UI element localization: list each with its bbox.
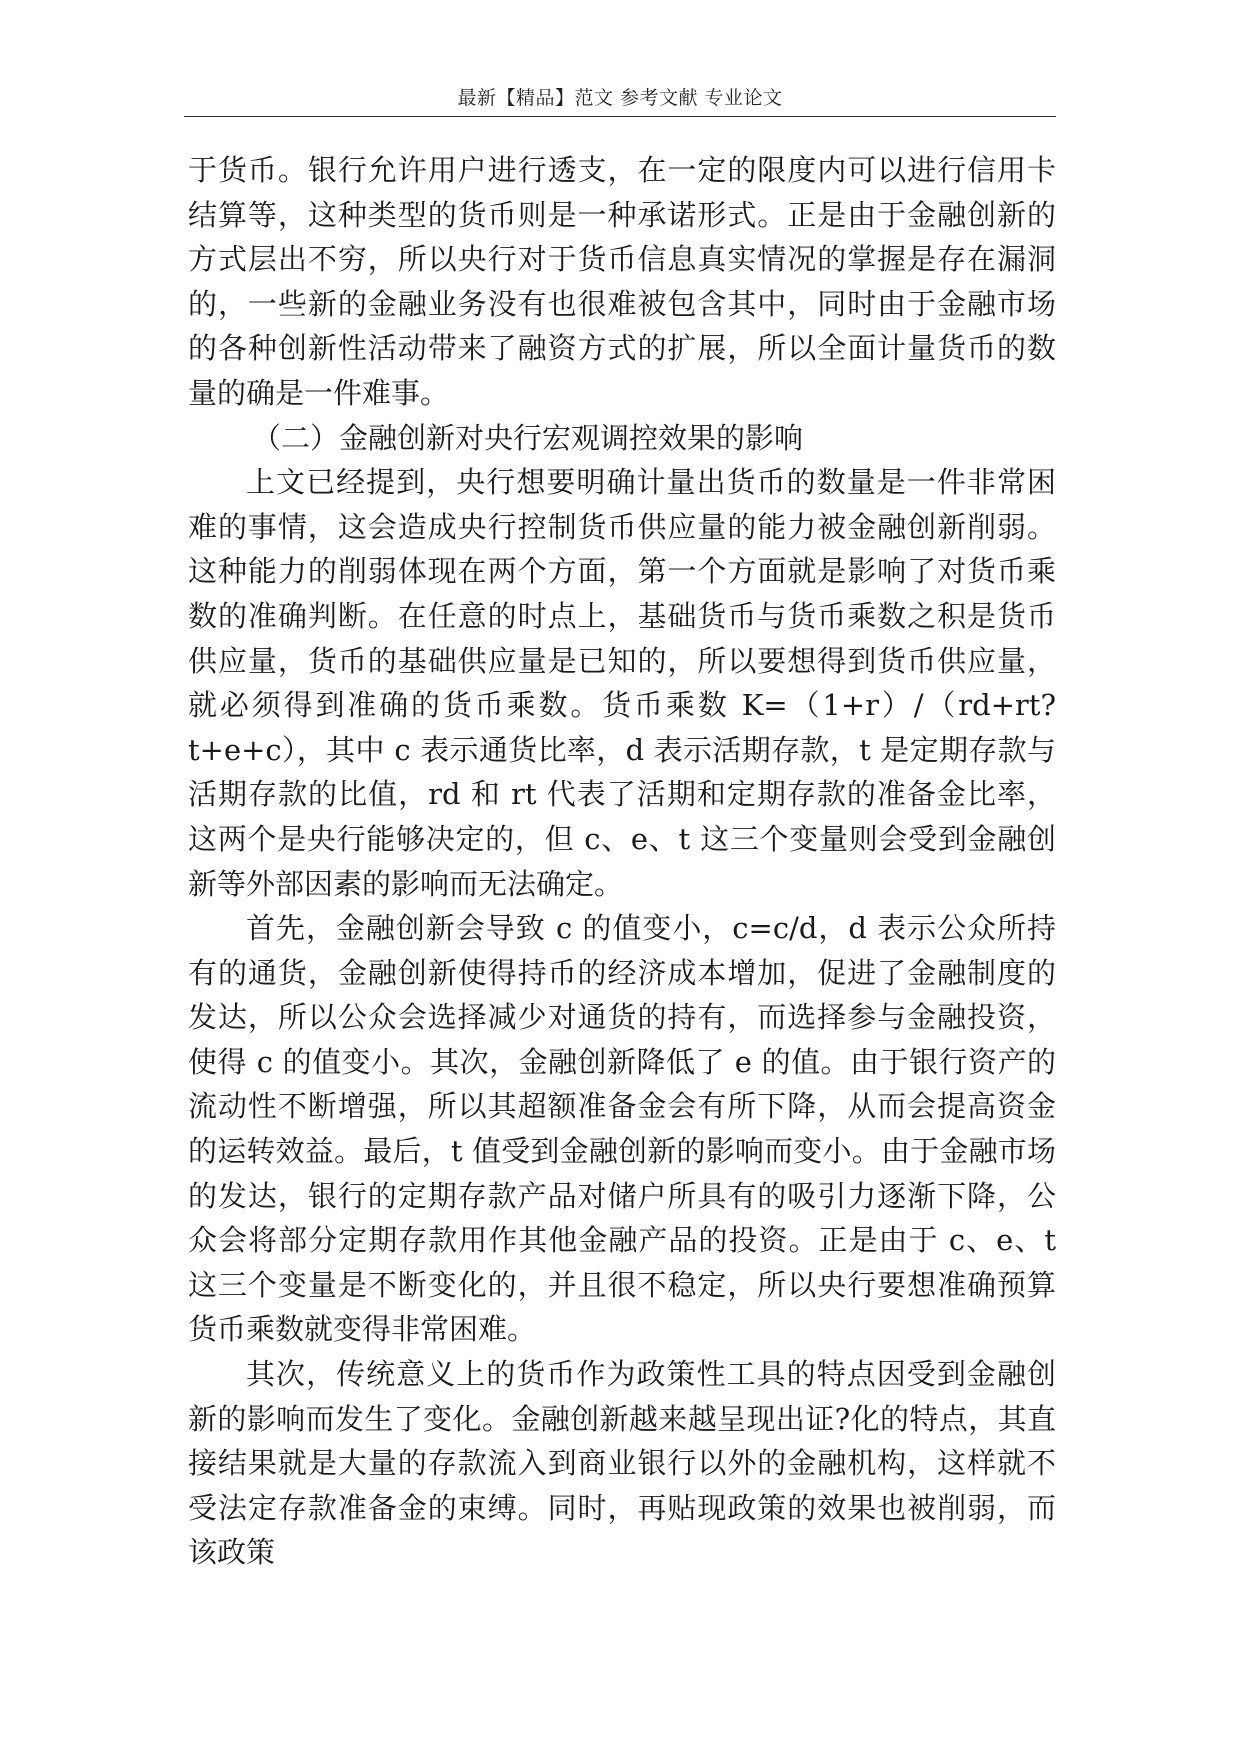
paragraph: 首先，金融创新会导致 c 的值变小，c=c/d，d 表示公众所持有的通货，金融创新使得持币的经济成本增加，促进了金融制度的发达，所以公众会选择减少对通货的持有，而选择参与金融投资，使得 c 的值变小。其次，金融创新降低了 e 的值。由于银行资产的流动性不断增强，所以其超额准备金会有所下降，从而会提高资金的运转效益。最后，t 值受到金融创新的影响而变小。由于金融市场的发达，银行的定期存款产品对储户所具有的吸引力逐渐下降，公众会将部分定期存款用作其他金融产品的投资。正是由于 c、e、t 这三个变量是不断变化的，并且很不稳定，所以央行要想准确预算货币乘数就变得非常困难。 xyxy=(188,911,1056,1347)
header-divider xyxy=(184,116,1056,117)
page-header: 最新【精品】范文 参考文献 专业论文 xyxy=(457,87,783,109)
paragraph: 上文已经提到，央行想要明确计量出货币的数量是一件非常困难的事情，这会造成央行控制货币供应量的能力被金融创新削弱。这种能力的削弱体现在两个方面，第一个方面就是影响了对货币乘数的准确判断。在任意的时点上，基础货币与货币乘数之积是货币供应量，货币的基础供应量是已知的，所以要想得到货币供应量，就必须得到准确的货币乘数。货币乘数 K=（1+r）/（rd+rt?t+e+c），其中 c 表示通货比率，d 表示活期存款，t 是定期存款与活期存款的比值，rd 和 rt 代表了活期和定期存款的准备金比率，这两个是央行能够决定的，但 c、e、t 这三个变量则会受到金融创新等外部因素的影响而无法确定。 xyxy=(188,465,1056,901)
paragraph: 其次，传统意义上的货币作为政策性工具的特点因受到金融创新的影响而发生了变化。金融创新越来越呈现出证?化的特点，其直接结果就是大量的存款流入到商业银行以外的金融机构，这样就不受法定存款准备金的束缚。同时，再贴现政策的效果也被削弱，而该政策 xyxy=(188,1357,1056,1570)
section-heading: （二）金融创新对央行宏观调控效果的影响 xyxy=(252,420,804,455)
paragraph-continuation: 于货币。银行允许用户进行透支，在一定的限度内可以进行信用卡结算等，这种类型的货币则是一种承诺形式。正是由于金融创新的方式层出不穷，所以央行对于货币信息真实情况的掌握是存在漏洞的，一些新的金融业务没有也很难被包含其中，同时由于金融市场的各种创新性活动带来了融资方式的扩展，所以全面计量货币的数量的确是一件难事。 xyxy=(188,153,1056,410)
document-body xyxy=(188,148,1056,1575)
